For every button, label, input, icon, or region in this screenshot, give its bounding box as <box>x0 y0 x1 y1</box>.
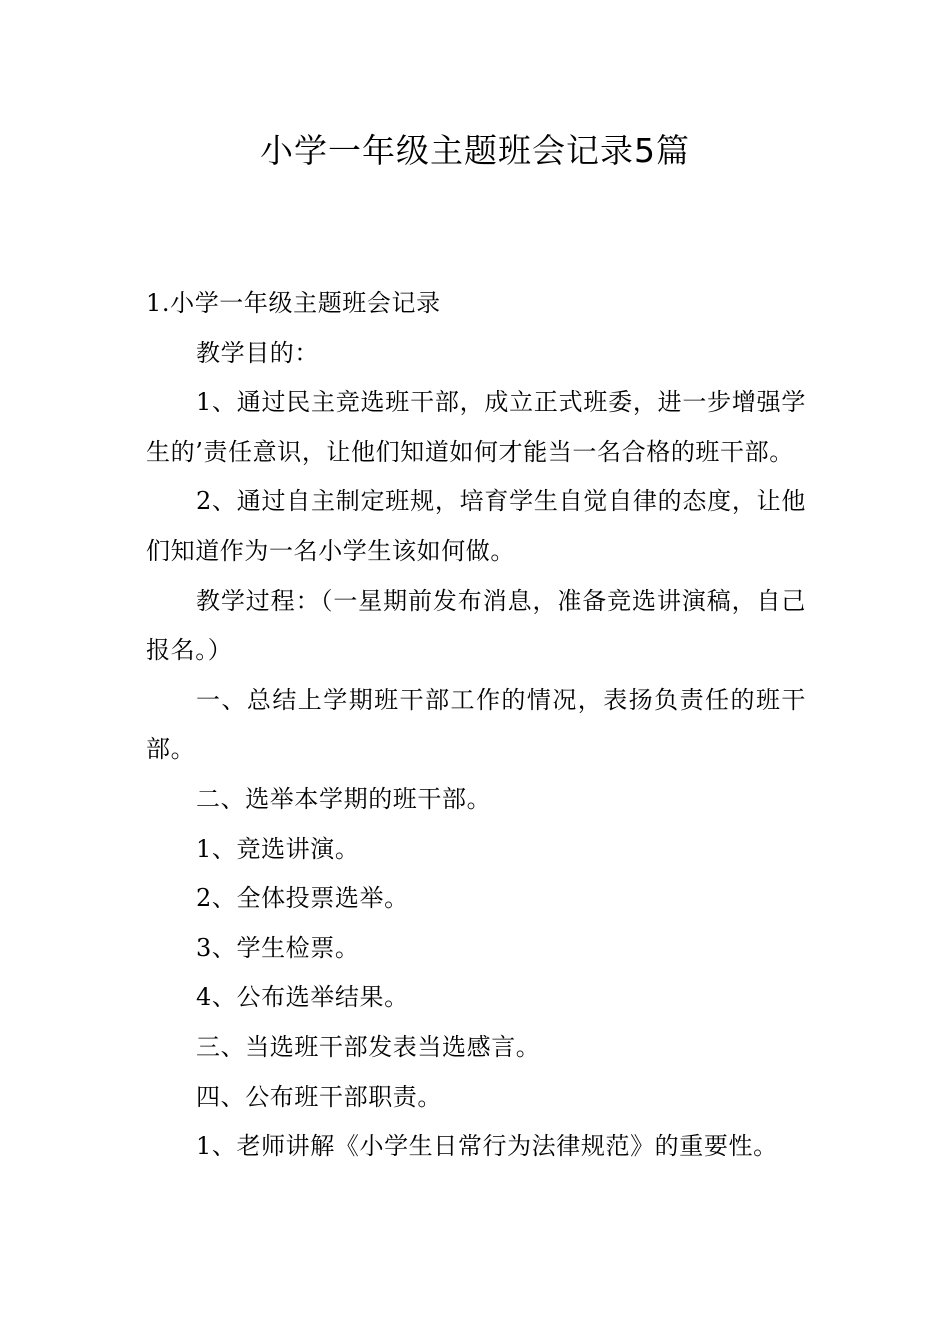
paragraph: 三、当选班干部发表当选感言。 <box>196 1032 541 1061</box>
paragraph: 1、通过民主竞选班干部，成立正式班委，进一步增强学生的’责任意识，让他们知道如何才能当一名合格的班干部。 <box>146 388 806 466</box>
paragraph: 四、公布班干部职责。 <box>196 1082 442 1111</box>
paragraph: 2、通过自主制定班规，培育学生自觉自律的态度，让他们知道作为一名小学生该如何做。 <box>146 487 806 565</box>
paragraph: 二、选举本学期的班干部。 <box>196 784 492 813</box>
paragraph: 2、全体投票选举。 <box>196 884 409 913</box>
paragraph: 4、公布选举结果。 <box>196 983 409 1012</box>
paragraph: 教学过程：（一星期前发布消息，准备竞选讲演稿，自己报名。） <box>146 586 806 665</box>
paragraph: 1、老师讲解《小学生日常行为法律规范》的重要性。 <box>196 1132 778 1161</box>
paragraph: 1、竞选讲演。 <box>196 834 360 863</box>
document-body <box>146 279 806 1172</box>
paragraph: 3、学生检票。 <box>196 933 360 962</box>
paragraph: 教学目的： <box>196 338 319 367</box>
document-title: 小学一年级主题班会记录5篇 <box>260 131 690 170</box>
paragraph: 一、总结上学期班干部工作的情况，表扬负责任的班干部。 <box>146 685 806 764</box>
section-heading: 1.小学一年级主题班会记录 <box>146 289 441 317</box>
